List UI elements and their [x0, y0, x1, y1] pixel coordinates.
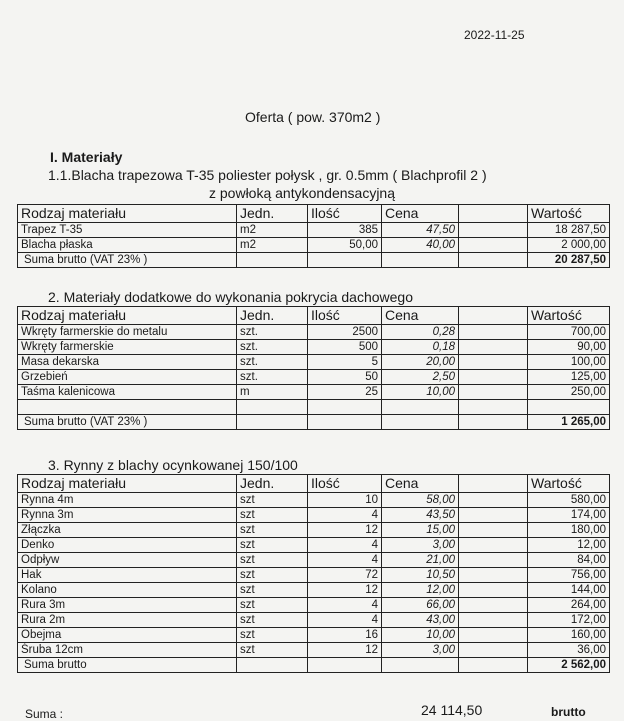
cell-empty — [237, 415, 308, 430]
cell-empty — [308, 253, 382, 268]
cell-price: 20,00 — [382, 355, 459, 370]
cell-value: 756,00 — [528, 568, 610, 583]
sum-label: Suma brutto — [18, 658, 237, 673]
sum-value: 20 287,50 — [528, 253, 610, 268]
header-value: Wartość — [528, 205, 610, 223]
cell-price: 47,50 — [382, 223, 459, 238]
table-roof-sheets — [17, 204, 610, 268]
cell-qty: 12 — [308, 583, 382, 598]
cell-price: 3,00 — [382, 643, 459, 658]
cell-qty: 16 — [308, 628, 382, 643]
cell-price: 21,00 — [382, 553, 459, 568]
s2-title: 2. Materiały dodatkowe do wykonania pokrycia dachowego — [48, 289, 413, 305]
cell-unit: szt. — [237, 370, 308, 385]
cell-empty — [459, 355, 528, 370]
cell-unit: szt — [237, 523, 308, 538]
header-empty — [459, 475, 528, 493]
header-unit: Jedn. — [237, 205, 308, 223]
cell-unit: szt — [237, 628, 308, 643]
cell-price: 40,00 — [382, 238, 459, 253]
cell-price: 10,00 — [382, 628, 459, 643]
cell-empty — [459, 538, 528, 553]
header-material: Rodzaj materiału — [18, 205, 237, 223]
cell-empty — [308, 658, 382, 673]
table-row — [18, 325, 610, 340]
header-material: Rodzaj materiału — [18, 475, 237, 493]
header-unit: Jedn. — [237, 475, 308, 493]
cell-empty — [459, 568, 528, 583]
table-row — [18, 223, 610, 238]
header-price: Cena — [382, 307, 459, 325]
header-empty — [459, 205, 528, 223]
cell-price: 0,28 — [382, 325, 459, 340]
cell-value: 160,00 — [528, 628, 610, 643]
cell-price: 0,18 — [382, 340, 459, 355]
cell-price: 3,00 — [382, 538, 459, 553]
cell-unit: m2 — [237, 238, 308, 253]
table-gutters — [17, 474, 610, 673]
cell-qty: 5 — [308, 355, 382, 370]
cell-value: 100,00 — [528, 355, 610, 370]
cell-empty — [459, 523, 528, 538]
cell-value: 125,00 — [528, 370, 610, 385]
cell-qty: 4 — [308, 508, 382, 523]
cell-empty — [237, 253, 308, 268]
table-row — [18, 613, 610, 628]
table-row — [18, 508, 610, 523]
cell-material: Śruba 12cm — [18, 643, 237, 658]
header-price: Cena — [382, 475, 459, 493]
table-row — [18, 628, 610, 643]
cell-unit: m2 — [237, 223, 308, 238]
cell-unit: szt — [237, 568, 308, 583]
cell-price: 12,00 — [382, 583, 459, 598]
cell-empty — [459, 223, 528, 238]
cell-price: 2,50 — [382, 370, 459, 385]
cell-value: 250,00 — [528, 385, 610, 400]
table-sum-row — [18, 253, 610, 268]
sum-label: Suma brutto (VAT 23% ) — [18, 253, 237, 268]
s1-description-line2: z powłoką antykondensacyjną — [209, 185, 396, 201]
cell-empty — [459, 613, 528, 628]
cell-unit: szt — [237, 493, 308, 508]
table-row-blank — [18, 400, 610, 415]
cell-qty: 72 — [308, 568, 382, 583]
cell-empty — [459, 598, 528, 613]
sum-value: 1 265,00 — [528, 415, 610, 430]
table-row — [18, 538, 610, 553]
cell-empty — [237, 400, 308, 415]
cell-material: Taśma kalenicowa — [18, 385, 237, 400]
header-unit: Jedn. — [237, 307, 308, 325]
cell-unit: szt. — [237, 340, 308, 355]
header-value: Wartość — [528, 307, 610, 325]
table-row — [18, 643, 610, 658]
section-heading-materials: I. Materiały — [50, 149, 123, 165]
cell-empty — [237, 658, 308, 673]
cell-unit: m — [237, 385, 308, 400]
cell-empty — [308, 400, 382, 415]
cell-empty — [459, 325, 528, 340]
table-row — [18, 568, 610, 583]
cell-unit: szt — [237, 538, 308, 553]
cell-material: Hak — [18, 568, 237, 583]
cell-value: 12,00 — [528, 538, 610, 553]
cell-empty — [382, 253, 459, 268]
table-header-row — [18, 205, 610, 223]
table-row — [18, 598, 610, 613]
header-price: Cena — [382, 205, 459, 223]
cell-qty: 4 — [308, 613, 382, 628]
cell-price: 15,00 — [382, 523, 459, 538]
cell-value: 580,00 — [528, 493, 610, 508]
cell-price: 10,00 — [382, 385, 459, 400]
cell-material: Denko — [18, 538, 237, 553]
table-row — [18, 355, 610, 370]
cell-unit: szt — [237, 643, 308, 658]
cell-unit: szt. — [237, 325, 308, 340]
sum-value: 2 562,00 — [528, 658, 610, 673]
header-value: Wartość — [528, 475, 610, 493]
cell-material: Obejma — [18, 628, 237, 643]
table-sum-row — [18, 658, 610, 673]
cell-empty — [382, 658, 459, 673]
cell-qty: 500 — [308, 340, 382, 355]
table-sum-row — [18, 415, 610, 430]
cell-value: 180,00 — [528, 523, 610, 538]
cell-empty — [459, 493, 528, 508]
header-qty: Ilość — [308, 307, 382, 325]
s1-description-line1: 1.1.Blacha trapezowa T-35 poliester połysk , gr. 0.5mm ( Blachprofil 2 ) — [48, 167, 487, 183]
cell-qty: 4 — [308, 598, 382, 613]
cell-value: 2 000,00 — [528, 238, 610, 253]
cell-material: Rynna 4m — [18, 493, 237, 508]
cell-material: Złączka — [18, 523, 237, 538]
cell-unit: szt — [237, 598, 308, 613]
cell-material: Blacha płaska — [18, 238, 237, 253]
cell-value: 174,00 — [528, 508, 610, 523]
cell-price: 43,00 — [382, 613, 459, 628]
table-header-row — [18, 307, 610, 325]
cell-unit: szt — [237, 553, 308, 568]
cell-empty — [459, 658, 528, 673]
cell-empty — [382, 415, 459, 430]
cell-material: Rynna 3m — [18, 508, 237, 523]
cell-material: Trapez T-35 — [18, 223, 237, 238]
cell-empty — [459, 583, 528, 598]
cell-empty — [459, 238, 528, 253]
table-row — [18, 238, 610, 253]
cell-qty: 12 — [308, 643, 382, 658]
cell-empty — [382, 400, 459, 415]
table-row — [18, 553, 610, 568]
cell-qty: 50,00 — [308, 238, 382, 253]
grand-total-suffix: brutto — [551, 705, 586, 719]
grand-total-value: 24 114,50 — [421, 702, 483, 718]
cell-empty — [459, 340, 528, 355]
cell-empty — [528, 400, 610, 415]
cell-empty — [459, 370, 528, 385]
cell-qty: 385 — [308, 223, 382, 238]
cell-material: Wkręty farmerskie do metalu — [18, 325, 237, 340]
table-header-row — [18, 475, 610, 493]
cell-empty — [459, 553, 528, 568]
cell-price: 10,50 — [382, 568, 459, 583]
offer-date: 2022-11-25 — [464, 28, 525, 42]
cell-qty: 4 — [308, 553, 382, 568]
cell-material: Rura 2m — [18, 613, 237, 628]
cell-value: 172,00 — [528, 613, 610, 628]
cell-empty — [459, 508, 528, 523]
cell-value: 84,00 — [528, 553, 610, 568]
cell-material: Masa dekarska — [18, 355, 237, 370]
cell-material: Odpływ — [18, 553, 237, 568]
cell-price: 43,50 — [382, 508, 459, 523]
table-row — [18, 340, 610, 355]
table-row — [18, 523, 610, 538]
cell-material: Kolano — [18, 583, 237, 598]
cell-qty: 12 — [308, 523, 382, 538]
cell-unit: szt — [237, 508, 308, 523]
page-title: Oferta ( pow. 370m2 ) — [245, 109, 381, 125]
cell-qty: 10 — [308, 493, 382, 508]
header-material: Rodzaj materiału — [18, 307, 237, 325]
header-qty: Ilość — [308, 475, 382, 493]
cell-qty: 4 — [308, 538, 382, 553]
cell-empty — [308, 415, 382, 430]
cell-unit: szt — [237, 583, 308, 598]
s3-title: 3. Rynny z blachy ocynkowanej 150/100 — [48, 457, 298, 473]
table-row — [18, 385, 610, 400]
cell-material: Wkręty farmerskie — [18, 340, 237, 355]
cell-price: 66,00 — [382, 598, 459, 613]
cell-unit: szt. — [237, 355, 308, 370]
cell-empty — [459, 385, 528, 400]
cell-empty — [459, 628, 528, 643]
sum-label: Suma brutto (VAT 23% ) — [18, 415, 237, 430]
table-additional-materials — [17, 306, 610, 430]
cell-empty — [459, 253, 528, 268]
cell-empty — [459, 400, 528, 415]
cell-material: Grzebień — [18, 370, 237, 385]
cell-qty: 25 — [308, 385, 382, 400]
cell-empty — [459, 415, 528, 430]
cell-empty — [18, 400, 237, 415]
cell-qty: 2500 — [308, 325, 382, 340]
cell-value: 144,00 — [528, 583, 610, 598]
cell-qty: 50 — [308, 370, 382, 385]
cell-material: Rura 3m — [18, 598, 237, 613]
cell-empty — [459, 643, 528, 658]
header-empty — [459, 307, 528, 325]
cell-value: 700,00 — [528, 325, 610, 340]
grand-total-label: Suma : — [25, 707, 64, 721]
table-row — [18, 493, 610, 508]
cell-value: 264,00 — [528, 598, 610, 613]
cell-price: 58,00 — [382, 493, 459, 508]
table-row — [18, 370, 610, 385]
cell-unit: szt — [237, 613, 308, 628]
table-row — [18, 583, 610, 598]
cell-value: 18 287,50 — [528, 223, 610, 238]
cell-value: 90,00 — [528, 340, 610, 355]
cell-value: 36,00 — [528, 643, 610, 658]
header-qty: Ilość — [308, 205, 382, 223]
